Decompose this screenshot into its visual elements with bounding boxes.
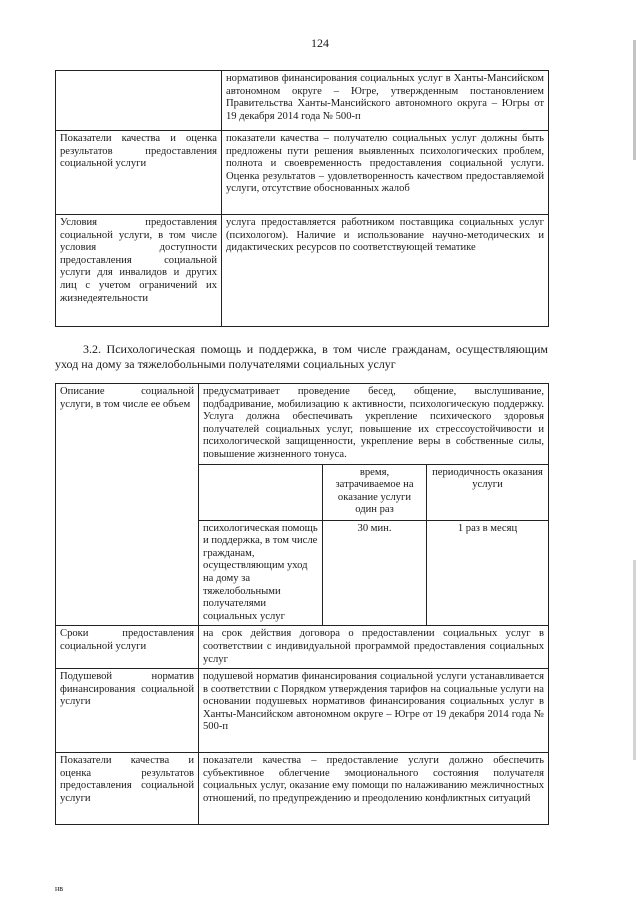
row-label: Условия предоставления социальной услуги, в том числе условия доступности предоставления социальной услуги для инвалидов и других лиц с учетом ограничений их жизнедеятельности bbox=[56, 215, 222, 327]
row-value: на срок действия договора о предоставлении социальных услуг в соответствии с индивидуальной программой предоставления социальных услуг bbox=[199, 626, 549, 669]
table-row bbox=[56, 626, 549, 669]
row-value: нормативов финансирования социальных услуг в Ханты-Мансийском автономном округе – Югре, утвержденным постановлением Правительства Ханты-Мансийского автономного округа – Югры от 19 декабря 2014 года № 500-п bbox=[222, 71, 549, 131]
row-value: подушевой норматив финансирования социальной услуги устанавливается в соответствии с Порядком утверждения тарифов на социальные услуги на основании подушевых нормативов финансирования социальных услуг в Ханты-Мансийском автономном округе – Югре от 19 декабря 2014 года № 500-п bbox=[199, 669, 549, 753]
table-row bbox=[56, 131, 549, 215]
page-number: 124 bbox=[311, 36, 329, 50]
table-row bbox=[56, 71, 549, 131]
volume-time: 30 мин. bbox=[323, 520, 427, 626]
service-table bbox=[55, 383, 549, 825]
volume-header-empty bbox=[199, 464, 323, 520]
row-label bbox=[56, 71, 222, 131]
table-row bbox=[56, 753, 549, 825]
description-text: предусматривает проведение бесед, общение, выслушивание, подбадривание, мобилизацию к активности, психологическую поддержку. Услуга должна обеспечивать укрепление психического здоровья получателей социальных услуг, повышение их стрессоустойчивости и психологической защищенности, укрепление веры в собственные силы, повышение жизненного тонуса. bbox=[199, 384, 549, 465]
scan-edge-mark bbox=[633, 40, 636, 160]
volume-frequency: 1 раз в месяц bbox=[427, 520, 549, 626]
row-value: услуга предоставляется работником поставщика социальных услуг (психологом). Наличие и использование научно-методических и дидактических ресурсов по соответствующей тематике bbox=[222, 215, 549, 327]
description-row bbox=[56, 384, 549, 465]
description-label: Описание социальной услуги, в том числе ее объем bbox=[56, 384, 199, 626]
scan-edge-mark bbox=[633, 560, 636, 760]
volume-col-frequency: периодичность оказания услуги bbox=[427, 464, 549, 520]
table-row bbox=[56, 215, 549, 327]
volume-service-name: психологическая помощь и поддержка, в том числе гражданам, осуществляющим уход на дому за тяжелобольными получателями социальных услуг bbox=[199, 520, 323, 626]
row-label: Показатели качества и оценка результатов предоставления социальной услуги bbox=[56, 753, 199, 825]
footer-mark: нв bbox=[55, 884, 64, 893]
section-heading: 3.2. Психологическая помощь и поддержка, в том числе гражданам, осуществляющим уход на дому за тяжелобольными получателями социальных услуг bbox=[55, 342, 548, 371]
volume-col-time: время, затрачиваемое на оказание услуги один раз bbox=[323, 464, 427, 520]
table-row bbox=[56, 669, 549, 753]
row-label: Подушевой норматив финансирования социальной услуги bbox=[56, 669, 199, 753]
row-value: показатели качества – получателю социальных услуг должны быть предложены пути решения выявленных психологических проблем, полнота и своевременность предоставления социальной услуги. Оценка результатов – удовлетворенность качеством предоставляемой услуги, отсутствие обоснованных жалоб bbox=[222, 131, 549, 215]
row-value: показатели качества – предоставление услуги должно обеспечить субъективное облегчение эмоционального состояния получателя социальных услуг, оказание ему помощи по налаживанию межличностных отношений, по предупреждению и преодолению конфликтных ситуаций bbox=[199, 753, 549, 825]
row-label: Сроки предоставления социальной услуги bbox=[56, 626, 199, 669]
row-label: Показатели качества и оценка результатов предоставления социальной услуги bbox=[56, 131, 222, 215]
service-table-continued bbox=[55, 70, 549, 327]
